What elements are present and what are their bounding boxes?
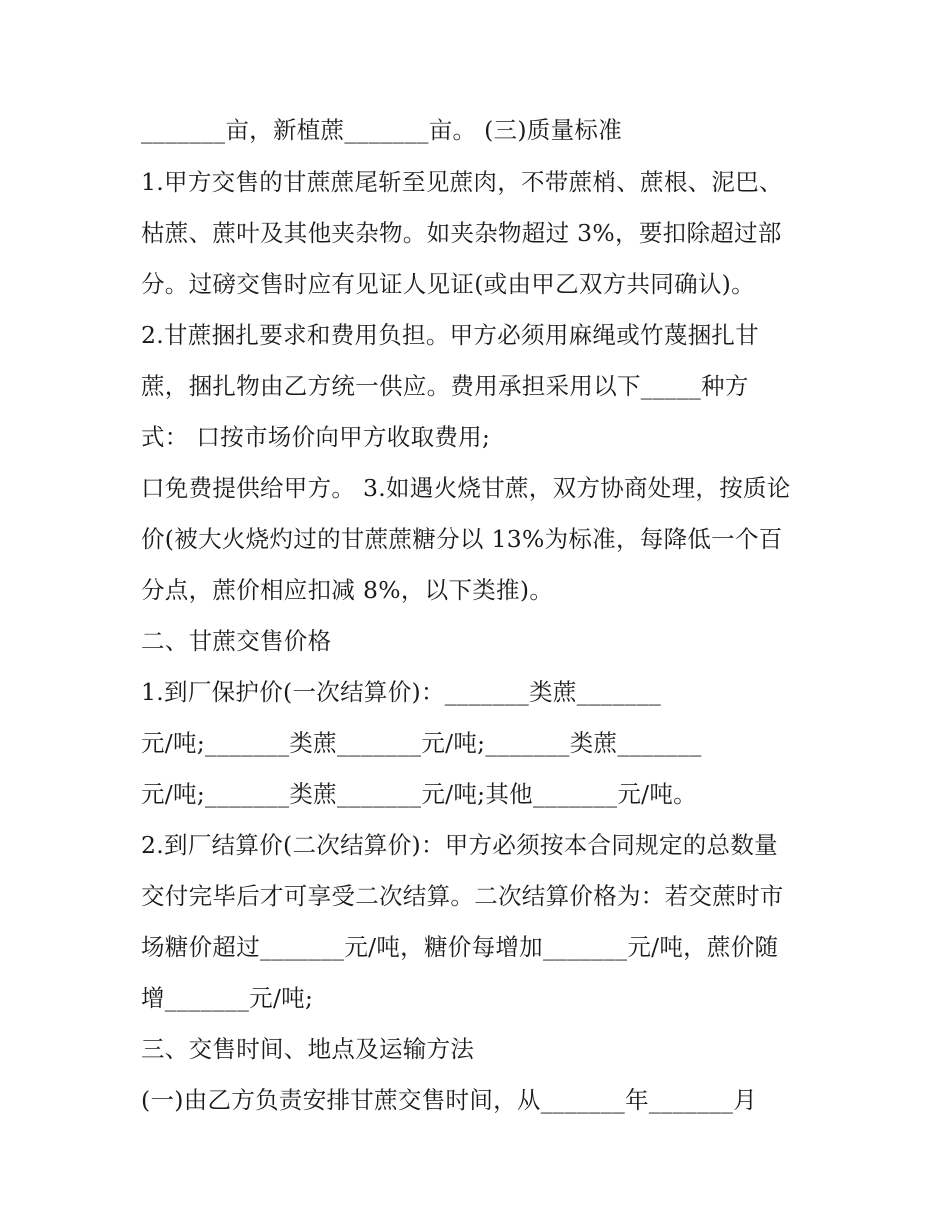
section-heading: 三、交售时间、地点及运输方法 <box>141 1035 475 1063</box>
text-line: 式： 口按市场价向甲方收取费用; <box>141 423 491 451</box>
text-line: 元/吨;_______类蔗_______元/吨;其他_______元/吨。 <box>141 780 697 808</box>
text-line: 价(被大火烧灼过的甘蔗蔗糖分以 13%为标准，每降低一个百 <box>141 525 783 553</box>
text-line: 2.甘蔗捆扎要求和费用负担。甲方必须用麻绳或竹蔑捆扎甘 <box>141 321 760 349</box>
text-line: 分。过磅交售时应有见证人见证(或由甲乙双方共同确认)。 <box>141 270 755 298</box>
section-heading: 二、甘蔗交售价格 <box>141 627 332 655</box>
text-line: 分点，蔗价相应扣减 8%，以下类推)。 <box>141 576 554 604</box>
text-line: 元/吨;_______类蔗_______元/吨;_______类蔗_______ <box>141 729 702 757</box>
text-line: 枯蔗、蔗叶及其他夹杂物。如夹杂物超过 3%，要扣除超过部 <box>141 219 782 247</box>
text-line: (一)由乙方负责安排甘蔗交售时间，从_______年_______月 <box>141 1086 758 1114</box>
text-line: 蔗，捆扎物由乙方统一供应。费用承担采用以下_____种方 <box>141 372 749 400</box>
text-line: 口免费提供给甲方。 3.如遇火烧甘蔗，双方协商处理，按质论 <box>141 474 791 502</box>
text-line: 增_______元/吨; <box>141 984 314 1012</box>
text-line: 1.到厂保护价(一次结算价)：_______类蔗_______ <box>141 678 662 706</box>
text-line: 1.甲方交售的甘蔗蔗尾斩至见蔗肉，不带蔗梢、蔗根、泥巴、 <box>141 168 783 196</box>
text-line: 交付完毕后才可享受二次结算。二次结算价格为：若交蔗时市 <box>141 882 784 910</box>
text-line: 2.到厂结算价(二次结算价)：甲方必须按本合同规定的总数量 <box>141 831 778 859</box>
text-line: 场糖价超过_______元/吨，糖价每增加_______元/吨，蔗价随 <box>141 933 779 961</box>
text-line: _______亩，新植蔗_______亩。 (三)质量标准 <box>141 116 623 144</box>
